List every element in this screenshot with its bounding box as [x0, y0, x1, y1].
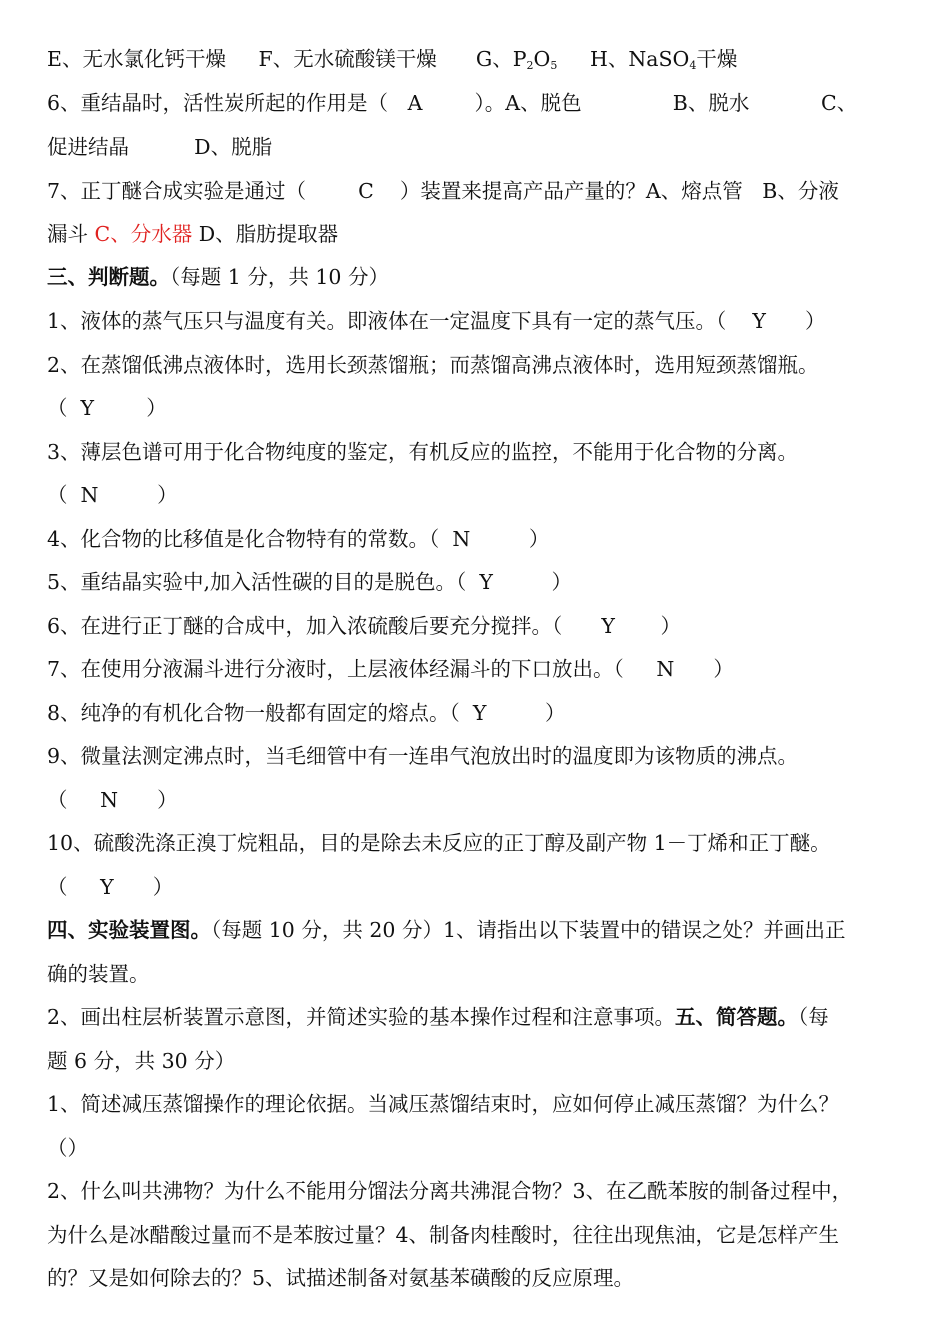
text-segment: 漏斗: [47, 222, 95, 246]
section-title: 四、实验装置图。: [47, 918, 211, 942]
question-line: [47, 219, 907, 249]
choice-options-line: [47, 44, 907, 81]
question-line: 1、简述减压蒸馏操作的理论依据。当减压蒸馏结束时，应如何停止减压蒸馏？为什么？: [47, 1092, 840, 1116]
question-line: 2、什么叫共沸物？为什么不能用分馏法分离共沸混合物？3、在乙酰苯胺的制备过程中，: [47, 1179, 853, 1203]
text-segment: D、脂肪提取器: [192, 222, 339, 246]
question-line: 促进结晶 D、脱脂: [47, 135, 273, 159]
question-line: 2、在蒸馏低沸点液体时，选用长颈蒸馏瓶；而蒸馏高沸点液体时，选用短颈蒸馏瓶。: [47, 353, 819, 377]
question-line: 10、硫酸洗涤正溴丁烷粗品，目的是除去未反应的正丁醇及副产物 1－丁烯和正丁醚。: [47, 831, 831, 855]
question-line: 4、化合物的比移值是化合物特有的常数。（ N ）: [47, 527, 550, 551]
section-scoring: 题 6 分，共 30 分）: [47, 1049, 236, 1073]
text-segment: E、无水氯化钙干燥 F、无水硫酸镁干燥 G、P: [47, 47, 527, 71]
question-line: 的？又是如何除去的？5、试描述制备对氨基苯磺酸的反应原理。: [47, 1266, 635, 1290]
question-line: 8、纯净的有机化合物一般都有固定的熔点。（ Y ）: [47, 701, 566, 725]
highlighted-answer: C、分水器: [94, 222, 193, 246]
question-line: 确的装置。: [47, 962, 150, 986]
section-heading: [47, 262, 907, 292]
subscript: 2: [526, 59, 534, 72]
answer-line: （）: [47, 1136, 88, 1160]
text-segment: 2、画出柱层析装置示意图，并简述实验的基本操作过程和注意事项。: [47, 1005, 676, 1029]
question-line: 6、重结晶时，活性炭所起的作用是（ A ）。A、脱色 B、脱水 C、: [47, 91, 858, 115]
question-line: [47, 1002, 907, 1032]
answer-line: （ N ）: [47, 483, 178, 507]
question-line: 3、薄层色谱可用于化合物纯度的鉴定，有机反应的监控，不能用于化合物的分离。: [47, 440, 799, 464]
subscript: 4: [689, 59, 697, 72]
question-line: 9、微量法测定沸点时，当毛细管中有一连串气泡放出时的温度即为该物质的沸点。: [47, 744, 799, 768]
question-line: 6、在进行正丁醚的合成中，加入浓硫酸后要充分搅拌。（ Y ）: [47, 614, 682, 638]
question-line: 5、重结晶实验中,加入活性碳的目的是脱色。（ Y ）: [47, 570, 573, 594]
text-segment: （每: [798, 1005, 829, 1029]
question-line: 1、液体的蒸气压只与温度有关。即液体在一定温度下具有一定的蒸气压。（ Y ）: [47, 309, 826, 333]
section-scoring: （每题 1 分，共 10 分）: [170, 265, 389, 289]
text-segment: 干燥: [696, 47, 738, 71]
question-line: 7、正丁醚合成实验是通过（ C ）装置来提高产品产量的？A、熔点管 B、分液: [47, 179, 839, 203]
question-line: 为什么是冰醋酸过量而不是苯胺过量？4、制备肉桂酸时，往往出现焦油，它是怎样产生: [47, 1223, 840, 1247]
section-scoring: （每题 10 分，共 20 分）1、请指出以下装置中的错误之处？并画出正: [211, 918, 846, 942]
text-segment: O: [533, 47, 551, 71]
question-line: 7、在使用分液漏斗进行分液时，上层液体经漏斗的下口放出。（ N ）: [47, 657, 734, 681]
text-segment: H、NaSO: [557, 47, 690, 71]
subscript: 5: [550, 59, 558, 72]
answer-line: （ N ）: [47, 788, 178, 812]
section-title: 三、判断题。: [47, 265, 170, 289]
answer-line: （ Y ）: [47, 396, 167, 420]
answer-line: （ Y ）: [47, 875, 174, 899]
section-title: 五、简答题。: [675, 1005, 799, 1029]
section-heading: [47, 915, 907, 945]
